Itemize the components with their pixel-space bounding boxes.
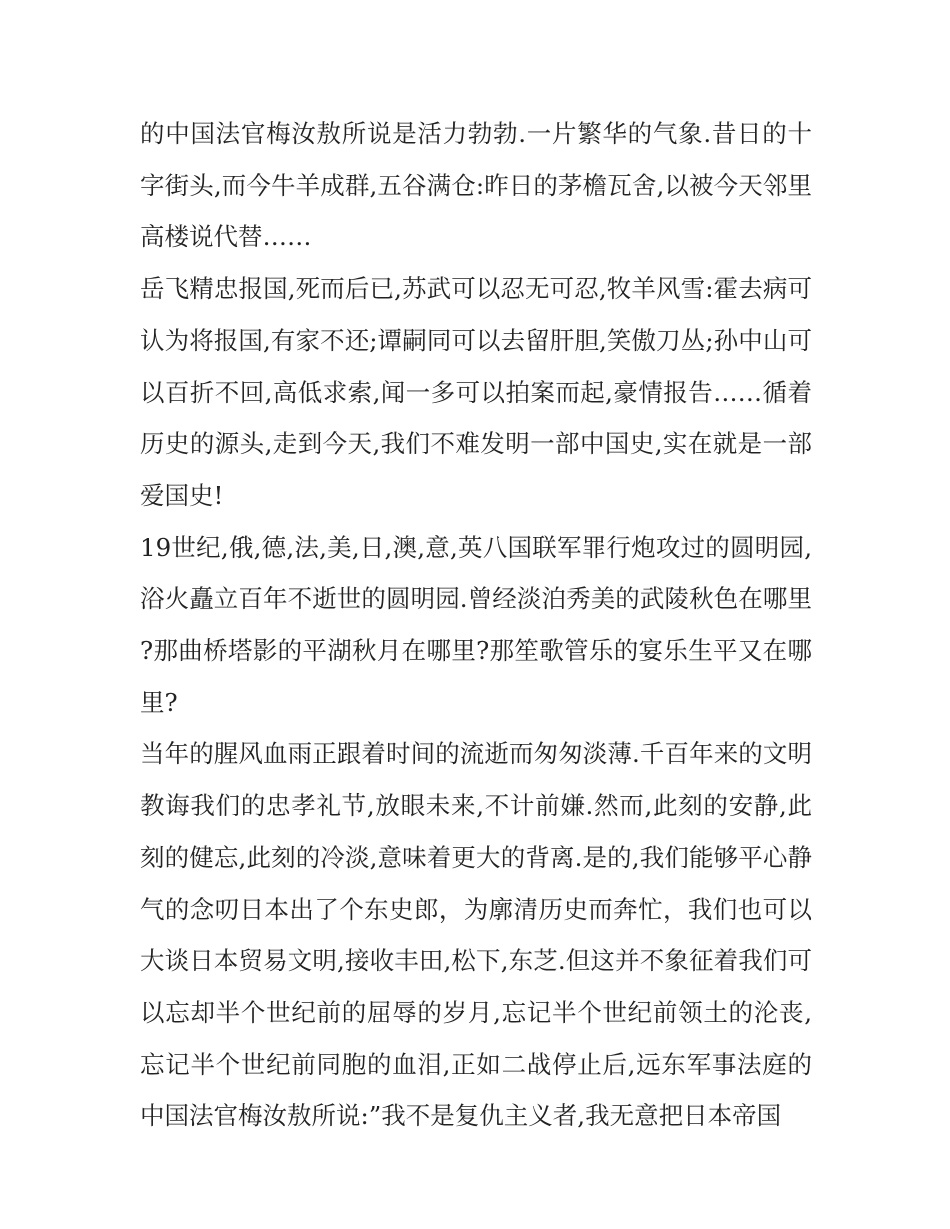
paragraph-3: 19世纪,俄,德,法,美,日,澳,意,英八国联军罪行炮攻过的圆明园,浴火矗立百年不逝世的圆明园.曾经淡泊秀美的武陵秋色在哪里?那曲桥塔影的平湖秋月在哪里?那笙歌管乐的宴乐生平又在哪里?: [140, 532, 812, 717]
paragraph-1: 的中国法官梅汝敖所说是活力勃勃.一片繁华的气象.昔日的十字街头,而今牛羊成群,五谷满仓:昨日的茅檐瓦舍,以被今天邻里高楼说代替……: [140, 119, 812, 252]
paragraph-4: 当年的腥风血雨正跟着时间的流逝而匆匆淡薄.千百年来的文明教诲我们的忠孝礼节,放眼未来,不计前嫌.然而,此刻的安静,此刻的健忘,此刻的冷淡,意味着更大的背离.是的,我们能够平心静气的念叨日本出了个东史郎，为廓清历史而奔忙，我们也可以大谈日本贸易文明,接收丰田,松下,东芝.但这并不象征着我们可以忘却半个世纪前的屈辱的岁月,忘记半个世纪前领土的沦丧,忘记半个世纪前同胞的血泪,正如二战停止后,远东军事法庭的中国法官梅汝敖所说:”我不是复仇主义者,我无意把日本帝国: [140, 739, 812, 1131]
body-text: [140, 108, 812, 1142]
paragraph-2: 岳飞精忠报国,死而后已,苏武可以忍无可忍,牧羊风雪:霍去病可认为将报国,有家不还;谭嗣同可以去留肝胆,笑傲刀丛;孙中山可以百折不回,高低求索,闻一多可以拍案而起,豪情报告……循着历史的源头,走到今天,我们不难发明一部中国史,实在就是一部爱国史!: [140, 274, 812, 510]
